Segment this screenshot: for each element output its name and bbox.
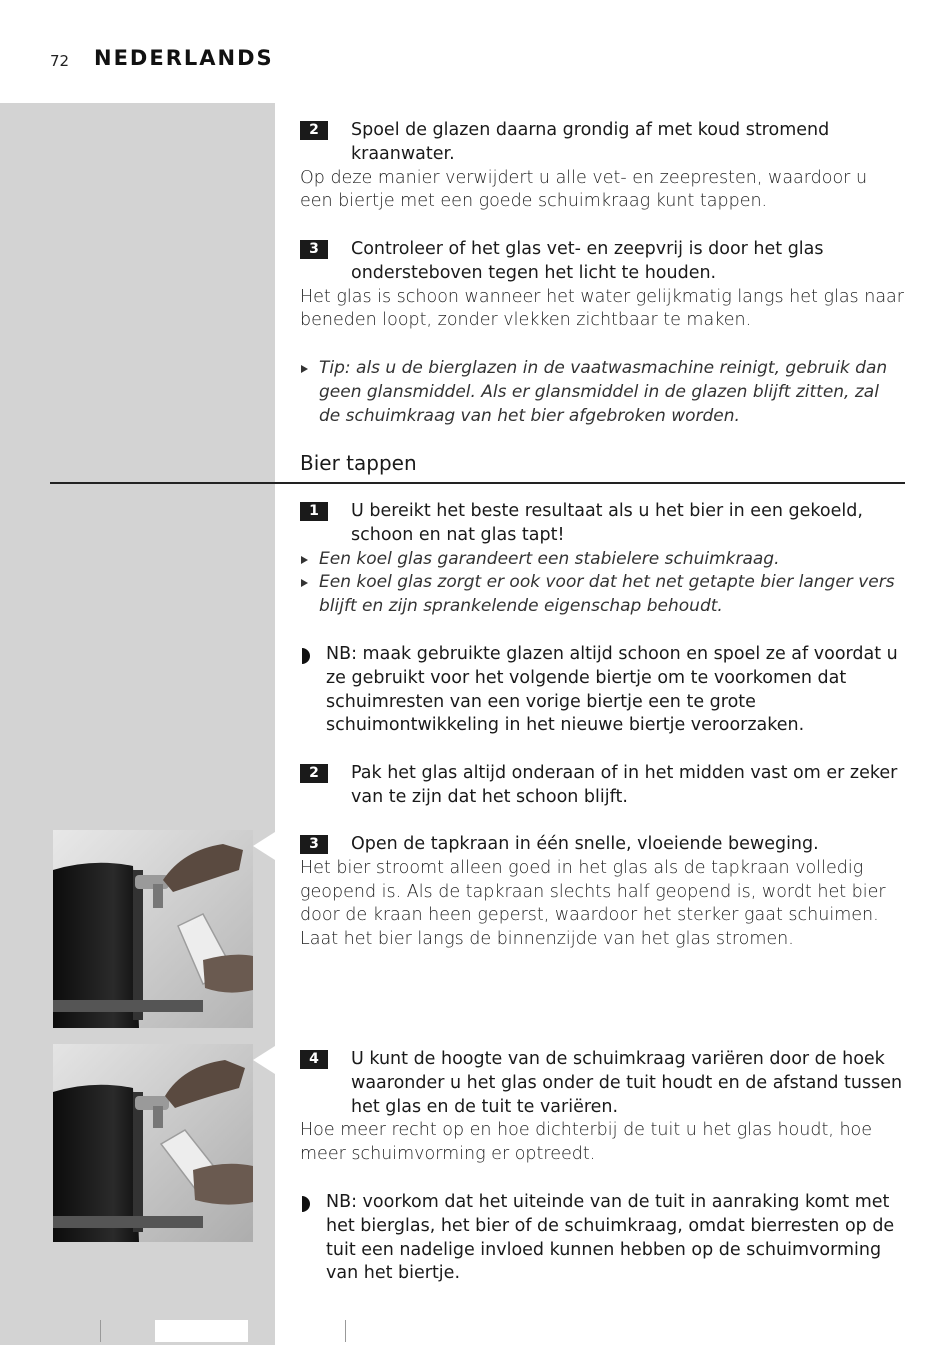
step-number: 3: [300, 835, 328, 854]
note-clean-glasses: [300, 643, 905, 738]
step-title: Spoel de glazen daarna grondig af met koud stromend kraanwater.: [351, 120, 830, 164]
step-title: U bereikt het beste resultaat als u het bier in een gekoeld, schoon en nat glas tapt!: [351, 501, 863, 545]
photo-pointer-1: [253, 832, 275, 860]
step-body: Op deze manier verwijdert u alle vet- en zeepresten, waardoor u een biertje met een goede schuimkraag kunt tappen.: [300, 167, 868, 212]
bullet-triangle-icon: [301, 365, 308, 373]
tap-photo-1: [53, 830, 253, 1028]
note-marker-icon: [302, 648, 310, 664]
step-body: Het glas is schoon wanneer het water gelijkmatig langs het glas naar beneden loopt, zonder vlekken zichtbaar te maken.: [300, 286, 904, 331]
note-text: NB: voorkom dat het uiteinde van de tuit in aanraking komt met het bierglas, het bier of de schuimkraag, omdat bierresten op de tuit een nadelige invloed kunnen hebben op de schuimvorming van het biertje.: [326, 1192, 895, 1284]
step-2-rinse: [300, 119, 905, 214]
step-title: Controleer of het glas vet- en zeepvrij is door het glas ondersteboven tegen het licht te houden.: [351, 239, 824, 283]
step-body: Hoe meer recht op en hoe dichterbij de tuit u het glas houdt, hoe meer schuimvorming er optreedt.: [300, 1120, 873, 1165]
tip-dishwasher: [300, 357, 905, 428]
photo-pointer-2: [253, 1046, 275, 1074]
step-number: 1: [300, 502, 328, 521]
step-number: 4: [300, 1050, 328, 1069]
step-2-hold-glass: [300, 762, 905, 810]
list-item: Een koel glas garandeert een stabielere schuimkraag.: [300, 548, 905, 572]
page-number: 72: [50, 52, 70, 70]
step-number: 3: [300, 240, 328, 259]
note-spout: [300, 1191, 905, 1286]
step-title: U kunt de hoogte van de schuimkraag variëren door de hoek waaronder u het glas onder de tuit houdt en de afstand tussen het glas en de tuit te variëren.: [351, 1049, 903, 1117]
note-marker-icon: [302, 1196, 310, 1212]
section-title: Bier tappen: [300, 451, 417, 475]
step-title: Open de tapkraan in één snelle, vloeiende beweging.: [351, 834, 819, 854]
step-number: 2: [300, 764, 328, 783]
step-body: Laat het bier langs de binnenzijde van het glas stromen.: [300, 929, 794, 950]
list-item: Een koel glas zorgt er ook voor dat het net getapte bier langer vers blijft en zijn sprankelende eigenschap behoudt.: [300, 571, 905, 619]
step-number: 2: [300, 121, 328, 140]
step-3-open-tap: [300, 833, 905, 952]
note-text: NB: maak gebruikte glazen altijd schoon en spoel ze af voordat u ze gebruikt voor het volgende biertje om te voorkomen dat schuimresten van een vorige biertje een te grote schuimontwikkeling in het nieuwe biertje veroorzaken.: [326, 644, 898, 736]
footer-line: [345, 1320, 346, 1342]
step-body: Het bier stroomt alleen goed in het glas als de tapkraan volledig geopend is. Als de tapkraan slechts half geopend is, wordt het bier door de kraan heen geperst, waardoor het sterker gaat schuimen.: [300, 857, 886, 926]
bullet-triangle-icon: [301, 556, 308, 564]
step-1-cool-glass: [300, 500, 905, 619]
bullet-triangle-icon: [301, 579, 308, 587]
footer-mark: [155, 1320, 248, 1342]
tip-text: Tip: als u de bierglazen in de vaatwasmachine reinigt, gebruik dan geen glansmiddel. Als er glansmiddel in de glazen blijft zitten, zal de schuimkraag van het bier afgebroken worden.: [319, 358, 888, 426]
step-title: Pak het glas altijd onderaan of in het midden vast om er zeker van te zijn dat het schoon blijft.: [351, 763, 898, 807]
language-heading: NEDERLANDS: [94, 46, 274, 70]
step-3-check: [300, 238, 905, 333]
step-4-foam-height: [300, 1048, 905, 1167]
section-divider: [50, 482, 905, 484]
footer-line: [100, 1320, 101, 1342]
tap-photo-2: [53, 1044, 253, 1242]
